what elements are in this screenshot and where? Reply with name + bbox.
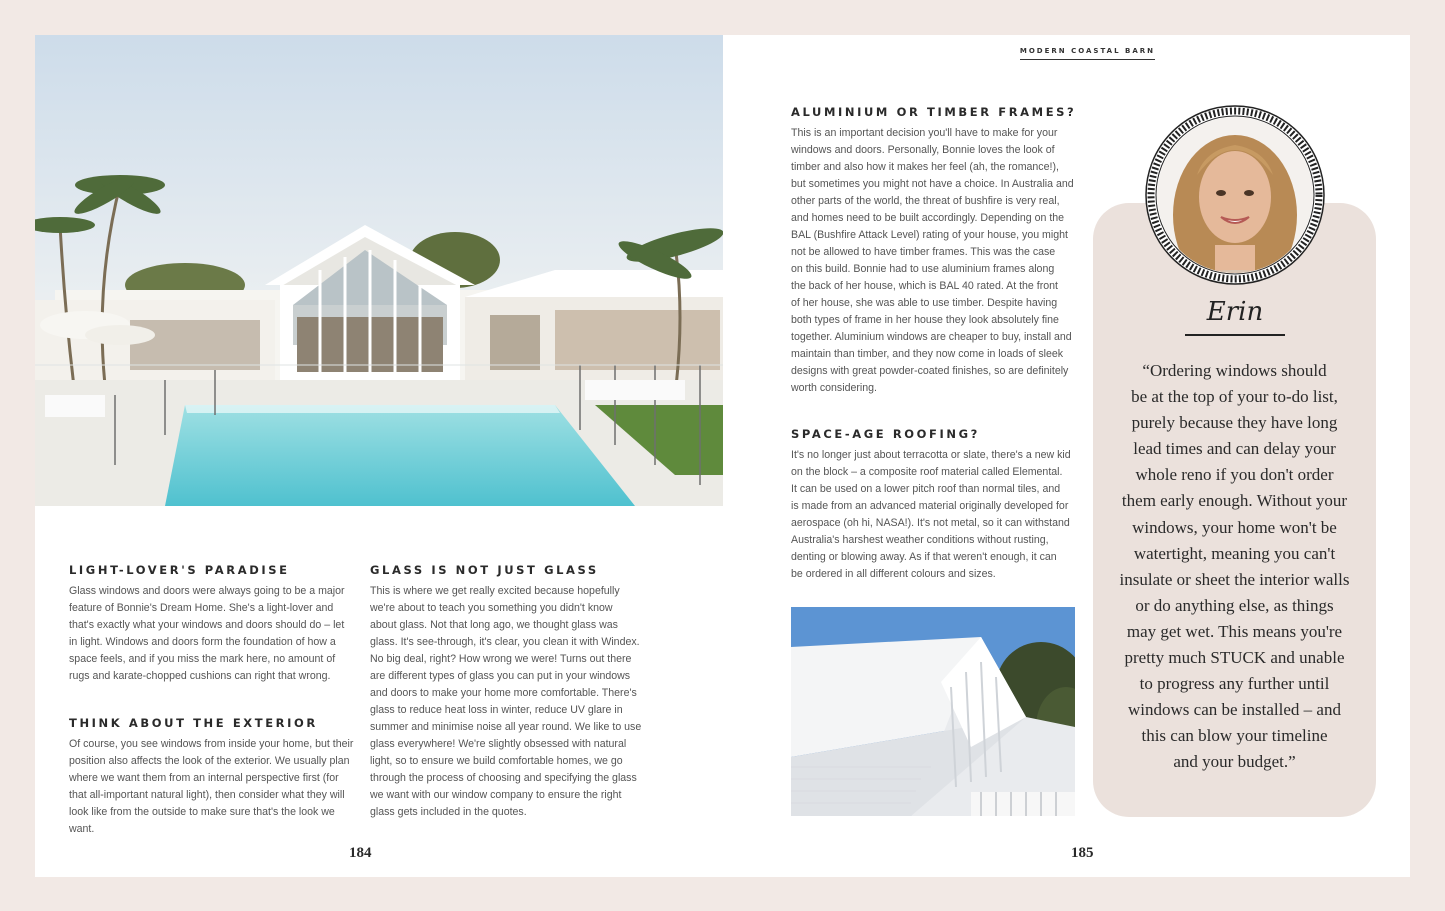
page-number-right: 185 [1071, 845, 1094, 861]
white-roof-photo [791, 607, 1075, 816]
section-body-light-lovers-paradise: Glass windows and doors were always going to be a major feature of Bonnie's Dream Home. She's a light-lover and that's exactly what your windows and doors should do – let in light. Windows and doors form the foundation of how a space feels, and if you miss the mark here, no amount of rugs and karate-chopped cushions can right that wrong. [69, 585, 345, 682]
section-body-space-age-roofing: It's no longer just about terracotta or slate, there's a new kid on the block – a composite roof material called Elemental. It can be used on a lower pitch roof than normal tiles, and is made from an advanced material originally developed for aerospace (oh hi, NASA!). It's not metal, so it can withstand Australia's harshest weather conditions without rusting, denting or blowing away. As if that weren't enough, it can be ordered in all different colours and sizes. [791, 449, 1071, 580]
book-spread [35, 35, 1410, 877]
signature-underline [1185, 334, 1285, 336]
pull-quote: “Ordering windows should be at the top of your to-do list, purely because they have long lead times and can delay your whole reno if you don't order them early enough. Without your windows, your home won't be watertight, meaning you can't insulate or sheet the interior walls or do anything else, as things may get wet. This means you're pretty much STUCK and unable to progress any further until windows can be installed – and this can blow your timeline and your budget.” [1119, 361, 1350, 772]
section-body-think-about-the-exterior: Of course, you see windows from inside your home, but their position also affects the look of the exterior. We usually plan where we want them from an internal perspective first (for that all-important natural light), then consider what they will look like from the outside to make sure that's the look we want. [69, 738, 354, 835]
right-page [723, 35, 1410, 877]
section-body-glass-is-not-just-glass: This is where we get really excited because hopefully we're about to teach you something you didn't know about glass. Not that long ago, we thought glass was glass. It's see-through, it's clear, you clean it with Windex. No big deal, right? How wrong we were! Turns out there are different types of glass you can put in your windows and doors to make your home more comfortable. There's glass to reduce heat loss in winter, reduce UV glare in summer and minimise noise all year round. We like to use glass everywhere! We're slightly obsessed with natural light, so to ensure we build comfortable homes, we go through the process of choosing and specifying the glass we want with our window company to ensure the right glass gets included in the quotes. [370, 585, 642, 818]
page-number-left: 184 [349, 845, 372, 861]
pool-house-photo [35, 35, 723, 506]
section-title-think-about-the-exterior: THINK ABOUT THE EXTERIOR [69, 716, 318, 730]
section-title-aluminium-or-timber-frames: ALUMINIUM OR TIMBER FRAMES? [791, 105, 1077, 119]
section-title-space-age-roofing: SPACE-AGE ROOFING? [791, 427, 980, 441]
section-body-aluminium-or-timber-frames: This is an important decision you'll have to make for your windows and doors. Personally, Bonnie loves the look of timber and also how it makes her feel (ah, the romance!), but sometimes you might not have a choice. In Australia and other parts of the world, the threat of bushfire is very real, and homes need to be built accordingly. Depending on the BAL (Bushfire Attack Level) rating of your house, you might not be allowed to have timber frames. This was the case on this build. Bonnie had to use aluminium frames along the back of her house, which is BAL 40 rated. At the front of her house, she was able to use timber. Despite having both types of frame in her house they look absolutely fine together. Aluminium windows are cheaper to buy, install and maintain than timber, and they now come in loads of sleek designs with great powder-coated finishes, so are definitely worth considering. [791, 127, 1074, 394]
signature-erin: Erin [1206, 297, 1264, 327]
running-head: MODERN COASTAL BARN [1020, 47, 1155, 60]
left-page [35, 35, 723, 877]
erin-portrait [1145, 105, 1325, 285]
section-title-glass-is-not-just-glass: GLASS IS NOT JUST GLASS [370, 563, 599, 577]
section-title-light-lovers-paradise: LIGHT-LOVER'S PARADISE [69, 563, 290, 577]
